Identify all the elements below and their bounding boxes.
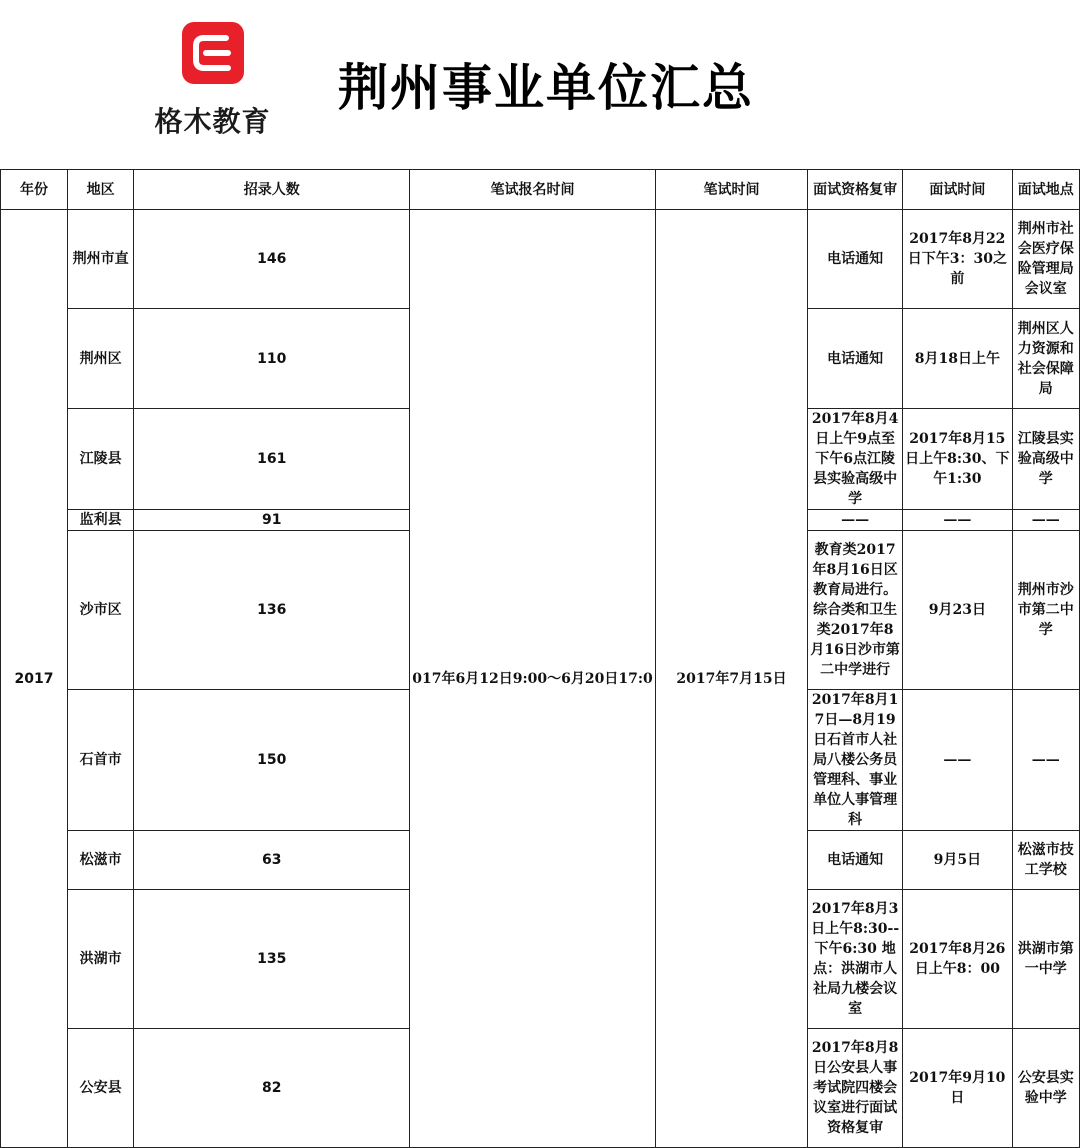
- header-row: [1, 170, 1080, 210]
- location-cell: 江陵县实验高级中学: [1012, 409, 1079, 510]
- region-cell: 公安县: [68, 1029, 134, 1148]
- col-header-review: 面试资格复审: [808, 170, 903, 210]
- location-cell: ——: [1012, 510, 1079, 531]
- review-cell: 2017年8月8日公安县人事考试院四楼会议室进行面试资格复审: [808, 1029, 903, 1148]
- region-cell: 松滋市: [68, 831, 134, 890]
- col-header-registration-time: 笔试报名时间: [410, 170, 655, 210]
- location-cell: 洪湖市第一中学: [1012, 890, 1079, 1029]
- count-cell: 110: [134, 309, 410, 409]
- region-cell: 沙市区: [68, 531, 134, 690]
- interview-time-cell: 2017年8月26日上午8：00: [903, 890, 1013, 1029]
- review-cell: 电话通知: [808, 210, 903, 309]
- page-header: [0, 0, 1080, 170]
- interview-time-cell: ——: [903, 690, 1013, 831]
- page-title: 荆州事业单位汇总: [338, 59, 754, 117]
- region-cell: 石首市: [68, 690, 134, 831]
- count-cell: 91: [134, 510, 410, 531]
- logo: [140, 18, 285, 138]
- region-cell: 江陵县: [68, 409, 134, 510]
- col-header-count: 招录人数: [134, 170, 410, 210]
- location-cell: 公安县实验中学: [1012, 1029, 1079, 1148]
- interview-time-cell: 2017年8月22日下午3：30之前: [903, 210, 1013, 309]
- table-row: [1, 210, 1080, 309]
- col-header-exam-time: 笔试时间: [655, 170, 807, 210]
- interview-time-cell: 9月23日: [903, 531, 1013, 690]
- location-cell: 荆州区人力资源和社会保障局: [1012, 309, 1079, 409]
- location-cell: 荆州市社会医疗保险管理局会议室: [1012, 210, 1079, 309]
- review-cell: ——: [808, 510, 903, 531]
- region-cell: 荆州区: [68, 309, 134, 409]
- count-cell: 135: [134, 890, 410, 1029]
- count-cell: 82: [134, 1029, 410, 1148]
- review-cell: 2017年8月4日上午9点至下午6点江陵县实验高级中学: [808, 409, 903, 510]
- logo-text: 格木教育: [154, 105, 271, 138]
- exam-time-cell: 2017年7月15日: [655, 210, 807, 1148]
- review-cell: 电话通知: [808, 309, 903, 409]
- logo-icon: [182, 22, 244, 84]
- col-header-region: 地区: [68, 170, 134, 210]
- location-cell: ——: [1012, 690, 1079, 831]
- interview-time-cell: 8月18日上午: [903, 309, 1013, 409]
- region-cell: 监利县: [68, 510, 134, 531]
- interview-time-cell: 9月5日: [903, 831, 1013, 890]
- region-cell: 洪湖市: [68, 890, 134, 1029]
- count-cell: 161: [134, 409, 410, 510]
- location-cell: 松滋市技工学校: [1012, 831, 1079, 890]
- recruitment-table: [0, 169, 1080, 1148]
- col-header-location: 面试地点: [1012, 170, 1079, 210]
- interview-time-cell: 2017年8月15日上午8:30、下午1:30: [903, 409, 1013, 510]
- registration-time-cell: 017年6月12日9:00～6月20日17:0: [410, 210, 655, 1148]
- count-cell: 63: [134, 831, 410, 890]
- year-cell: 2017: [1, 210, 68, 1148]
- review-cell: 2017年8月17日—8月19日石首市人社局八楼公务员管理科、事业单位人事管理科: [808, 690, 903, 831]
- interview-time-cell: ——: [903, 510, 1013, 531]
- col-header-interview-time: 面试时间: [903, 170, 1013, 210]
- review-cell: 2017年8月3日上午8:30--下午6:30 地点：洪湖市人社局九楼会议室: [808, 890, 903, 1029]
- region-cell: 荆州市直: [68, 210, 134, 309]
- col-header-year: 年份: [1, 170, 68, 210]
- review-cell: 教育类2017年8月16日区教育局进行。综合类和卫生类2017年8月16日沙市第二中学进行: [808, 531, 903, 690]
- interview-time-cell: 2017年9月10日: [903, 1029, 1013, 1148]
- location-cell: 荆州市沙市第二中学: [1012, 531, 1079, 690]
- count-cell: 146: [134, 210, 410, 309]
- count-cell: 150: [134, 690, 410, 831]
- count-cell: 136: [134, 531, 410, 690]
- review-cell: 电话通知: [808, 831, 903, 890]
